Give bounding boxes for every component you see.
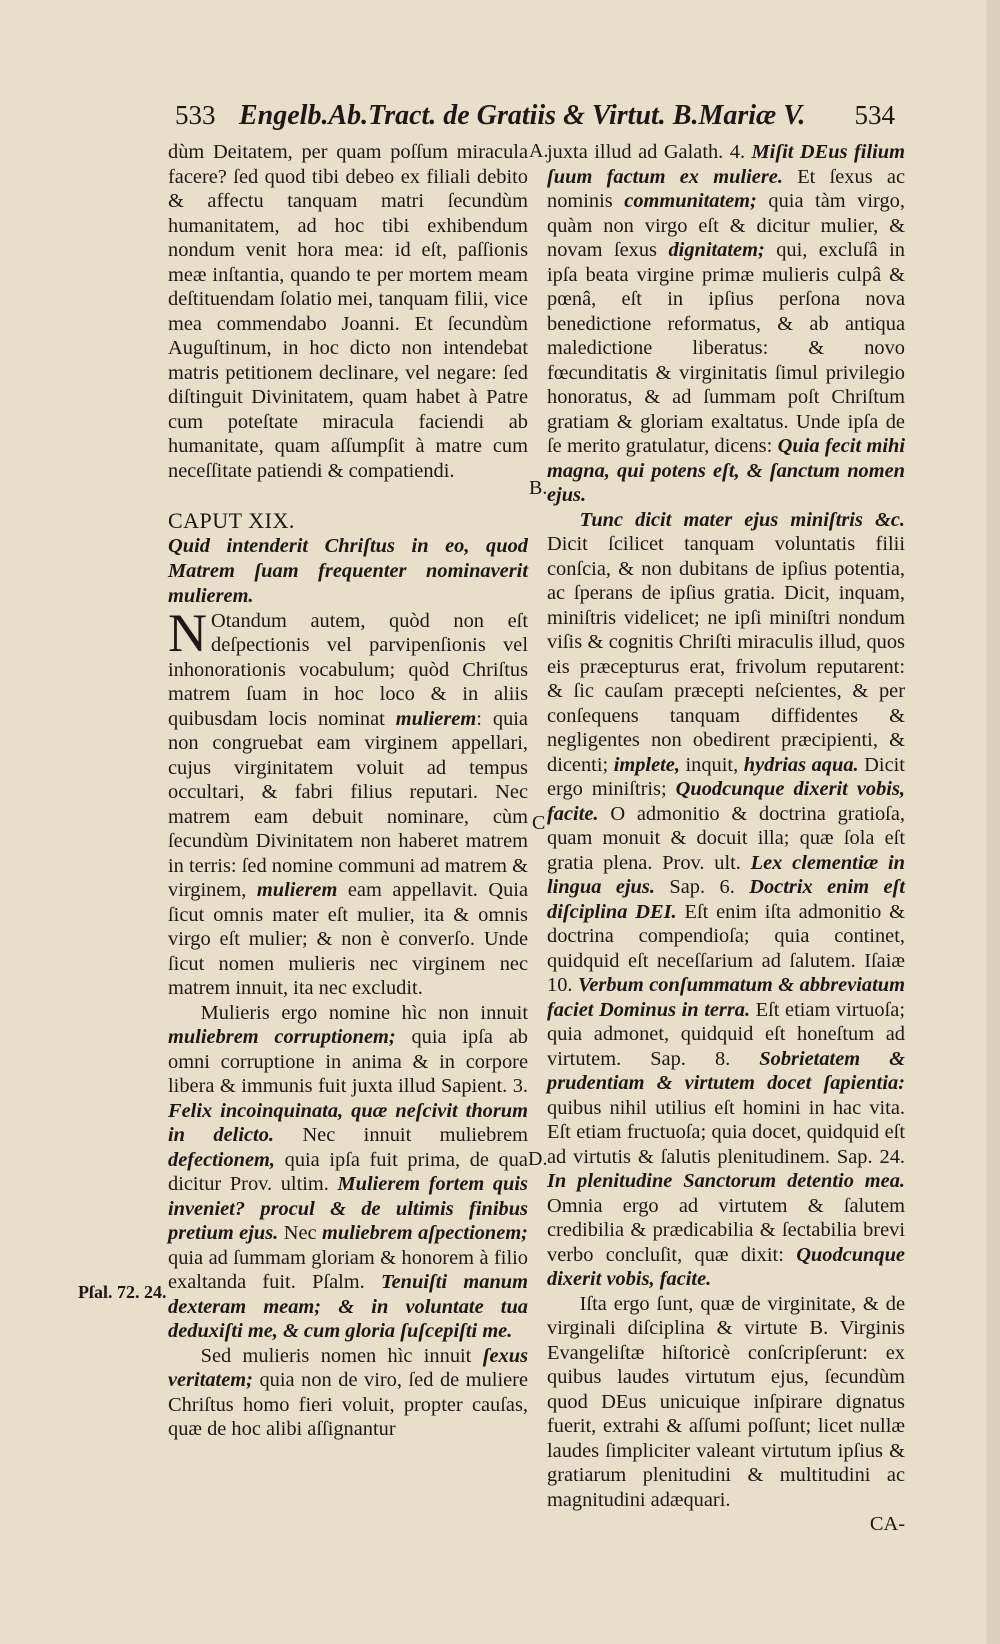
page-number-right: 534 [854, 100, 895, 130]
page-edge [986, 0, 1000, 1644]
left-paragraph-3: Mulieris ergo nomine hìc non innuit muliebrem corruptionem; quia ipſa ab omni corruptione in anima & in corpore libera & immunis fuit juxta illud Sapient. 3. Felix incoinquinata, quæ neſcivit thorum in delicto. Nec innuit muliebrem defectionem, quia ipſa fuit prima, de qua dicitur Prov. ultim. Mulierem fortem quis inveniet? procul & de ultimis finibus pretium ejus. Nec muliebrem aſpectionem; quia ad ſummam gloriam & honorem à filio exaltanda fuit. Pſalm. Tenuiſti manum dexteram meam; & in voluntate tua deduxiſti me, & cum gloria ſuſcepiſti me. [168, 1001, 528, 1342]
margin-marker-a: A. [529, 140, 549, 162]
page-number-left: 533 [175, 100, 216, 130]
left-paragraph-2: N Otandum autem, quòd non eſt deſpectionis vel parvipenſionis vel inhonorationis vocabulum; quòd Chriſtus matrem ſuam in hoc loco & in aliis quibusdam locis nominat mulierem: quia non congruebat eam virginem appellari, cujus virginitatem voluit ad tempus occultari, & fabri filius reputari. Nec matrem eam debuit nominare, cùm ſecundùm Divinitatem non haberet matrem in terris: ſed nomine communi ad matrem & virginem, mulierem eam appellavit. Quia ſicut omnis mater eſt mulier, ita & omnis virgo eſt mulier; & non è converſo. Unde ſicut nomen mulieris nec virginem nec matrem innuit, ita nec excludit. [168, 602, 528, 999]
right-paragraph-1: juxta illud ad Galath. 4. Miſit DEus filium ſuum factum ex muliere. Et ſexus ac nominis communitatem; quia tàm virgo, quàm non virgo eſt & dicitur mulier, & novam ſexus dignitatem; qui, excluſâ in ipſa beata virgine primæ mulieris culpâ & pœnâ, eſt in ipſius perſona nova benedictione reformatus, & ab antiqua maledictione liberatus: & novo fœcunditatis & virginitatis ſimul privilegio honoratus, & ad ſummam poſt Chriſtum gratiam & gloriam exaltatus. Unde ipſa de ſe merito gratulatur, dicens: Quia fecit mihi magna, qui potens eſt, & ſanctum nomen ejus. [547, 141, 905, 506]
right-column [547, 140, 905, 1537]
running-header [175, 100, 895, 140]
left-column [168, 140, 528, 1442]
left-paragraph-1: dùm Deitatem, per quam poſſum miracula facere? ſed quod tibi debeo ex filiali debito & affectu tanquam matri ſecundùm humanitatem, ad hoc tibi exhibendum nondum venit hora mea: id eſt, paſſionis meæ inſtantia, quando te per mortem meam deſtituendam ſolatio mei, tanquam filii, vice mea commendabo Joanni. Et ſecundùm Auguſtinum, in hoc dicto non intendebat matris petitionem declinare, vel negare: ſed diſtinguit Divinitatem, quam habet à Patre cum poteſtate miracula faciendi ab humanitate, quam aſſumpſit à matre cum neceſſitate patiendi & compatiendi. [168, 141, 528, 482]
left-paragraph-4: Sed mulieris nomen hìc innuit ſexus veritatem; quia non de viro, ſed de muliere Chriſtus homo fieri voluit, propter cauſas, quæ de hoc alibi aſſignantur [168, 1344, 528, 1440]
right-paragraph-3: Iſta ergo ſunt, quæ de virginitate, & de virginali diſciplina & virtute B. Virginis Evangeliſtæ hiſtoricè conſcripſerunt: ex quibus laudes virtutum ejus, ſecundùm quod DEus unicuique inſpirare dignatus fuerit, extrahi & aſſumi poſſunt; licet nullæ laudes ſimpliciter valeant virtutum ipſius & gratiarum plenitudini & multitudini ac magnitudini adæquari. [547, 1292, 905, 1511]
margin-marker-c: C [532, 812, 546, 834]
chapter-title: CAPUT XIX. [168, 508, 295, 533]
catchword: CA- [869, 1513, 905, 1535]
margin-marker-b: B. [529, 477, 548, 499]
marginal-reference: Pſal. 72. 24. [78, 1282, 167, 1302]
chapter-subtitle: Quid intenderit Chriſtus in eo, quod Matrem ſuam frequenter nominaverit mulierem. [168, 534, 528, 607]
running-title: Engelb.Ab.Tract. de Gratiis & Virtut. B.Mariæ V. [239, 100, 806, 131]
margin-marker-d: D. [528, 1148, 548, 1170]
drop-cap: N [168, 602, 207, 663]
right-paragraph-2: Tunc dicit mater ejus miniſtris &c. Dicit ſcilicet tanquam voluntatis filii conſcia, & non dubitans de ipſius potentia, ac ſperans de ipſius gratia. Dicit, inquam, miniſtris videlicet; ne ipſi miniſtri nondum viſis & cognitis Chriſti miraculis illud, quos eis præcepturus erat, frivolum reputarent: & ſic cauſam præcepti neſcientes, & per conſequens tanquam diffidentes & negligentes non obedirent præcipienti, & dicenti; implete, inquit, hydrias aqua. Dicit ergo miniſtris; Quodcunque dixerit vobis, facite. O admonitio & doctrina gratioſa, quam monuit & docuit illa; quæ ſola eſt gratia plena. Prov. ult. Lex clementiæ in lingua ejus. Sap. 6. Doctrix enim eſt diſciplina DEI. Eſt enim iſta admonitio & doctrina compendioſa; quia continet, quidquid eſt neceſſarium ad ſalutem. Iſaiæ 10. Verbum conſummatum & abbreviatum faciet Dominus in terra. Eſt etiam virtuoſa; quia admonet, quidquid eſt honeſtum ad virtutem. Sap. 8. Sobrietatem & prudentiam & virtutem docet ſapientia: quibus nihil utilius eſt homini in hac vita. Eſt etiam fructuoſa; quia docet, quidquid eſt ad virtutis & ſalutis plenitudinem. Sap. 24. In plenitudine Sanctorum detentio mea. Omnia ergo ad virtutem & ſalutem credibilia & prædicabilia & ſectabilia brevi verbo concluſit, quæ dixit: Quodcunque dixerit vobis, facite. [547, 508, 905, 1290]
